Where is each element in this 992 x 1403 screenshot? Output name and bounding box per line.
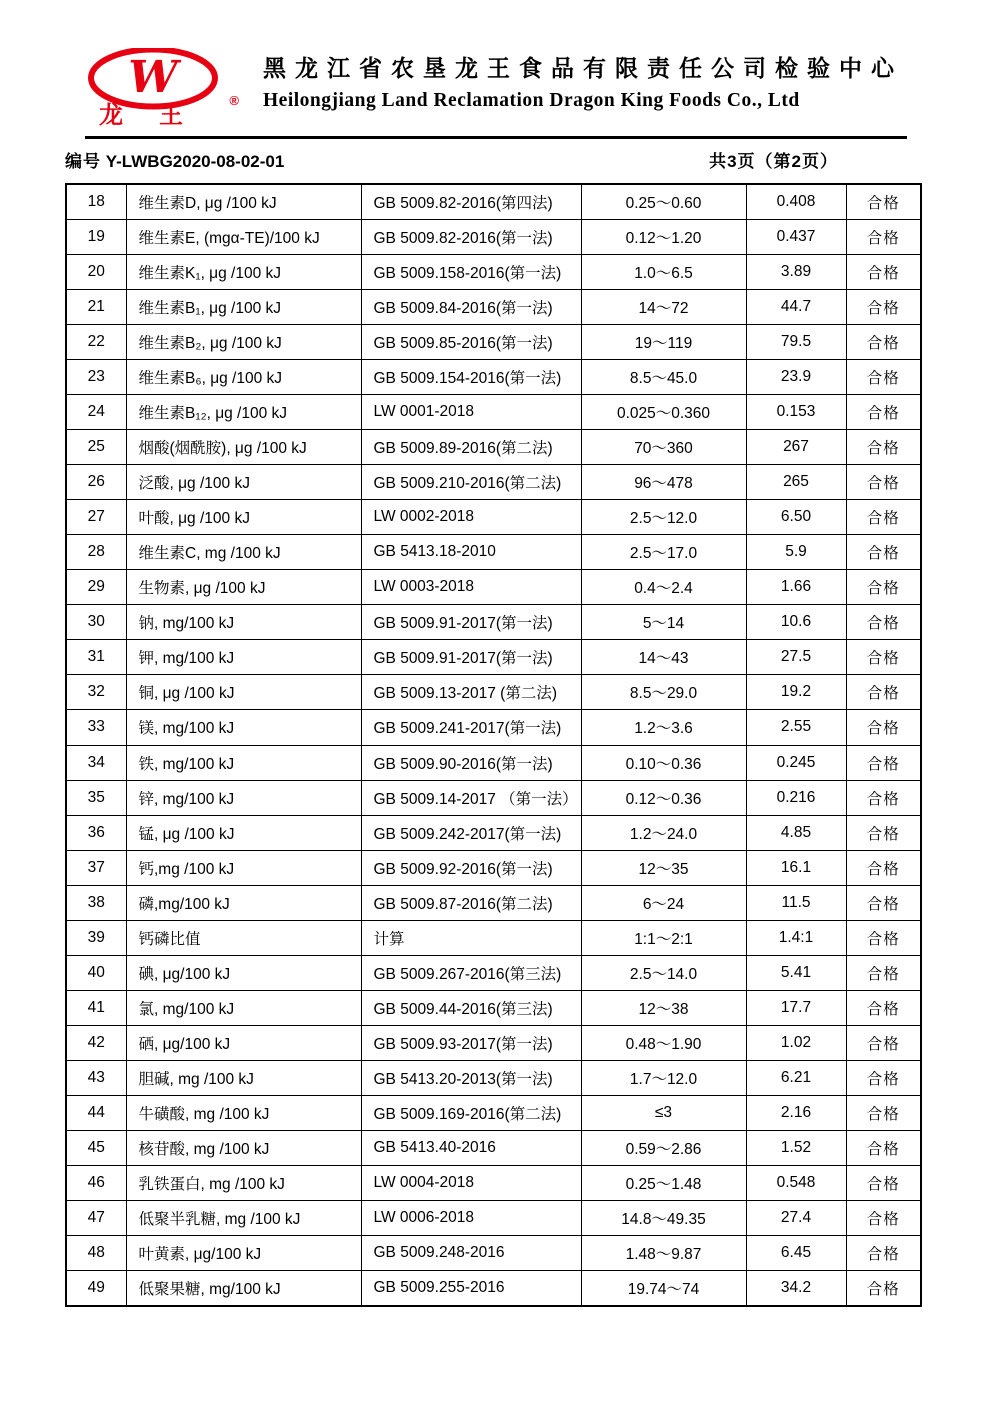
cell-range: 0.59～2.86 bbox=[581, 1131, 746, 1166]
cell-value: 0.437 bbox=[746, 219, 846, 254]
cell-value: 27.4 bbox=[746, 1201, 846, 1236]
cell-range: 19～119 bbox=[581, 324, 746, 359]
cell-range: 12～35 bbox=[581, 850, 746, 885]
cell-method: LW 0006-2018 bbox=[361, 1201, 581, 1236]
cell-value: 16.1 bbox=[746, 850, 846, 885]
cell-range: 19.74～74 bbox=[581, 1271, 746, 1306]
cell-method: GB 5009.248-2016 bbox=[361, 1236, 581, 1271]
cell-range: 1.7～12.0 bbox=[581, 1061, 746, 1096]
cell-item: 叶黄素, μg/100 kJ bbox=[126, 1236, 361, 1271]
cell-item: 维生素K₁, μg /100 kJ bbox=[126, 254, 361, 289]
cell-range: 0.25～0.60 bbox=[581, 184, 746, 219]
cell-result: 合格 bbox=[846, 1271, 921, 1306]
cell-result: 合格 bbox=[846, 359, 921, 394]
cell-method: LW 0003-2018 bbox=[361, 570, 581, 605]
cell-result: 合格 bbox=[846, 184, 921, 219]
cell-no: 40 bbox=[66, 955, 126, 990]
table-row bbox=[66, 815, 921, 850]
cell-method: 计算 bbox=[361, 920, 581, 955]
cell-item: 磷,mg/100 kJ bbox=[126, 885, 361, 920]
cell-item: 锌, mg/100 kJ bbox=[126, 780, 361, 815]
cell-result: 合格 bbox=[846, 465, 921, 500]
table-row bbox=[66, 710, 921, 745]
cell-result: 合格 bbox=[846, 710, 921, 745]
cell-item: 硒, μg/100 kJ bbox=[126, 1026, 361, 1061]
cell-item: 钠, mg/100 kJ bbox=[126, 605, 361, 640]
cell-range: 0.25～1.48 bbox=[581, 1166, 746, 1201]
cell-range: 0.10～0.36 bbox=[581, 745, 746, 780]
table-row bbox=[66, 1271, 921, 1306]
table-row bbox=[66, 394, 921, 429]
table-row bbox=[66, 990, 921, 1025]
cell-item: 氯, mg/100 kJ bbox=[126, 990, 361, 1025]
cell-no: 48 bbox=[66, 1236, 126, 1271]
cell-value: 4.85 bbox=[746, 815, 846, 850]
cell-item: 钾, mg/100 kJ bbox=[126, 640, 361, 675]
table-row bbox=[66, 535, 921, 570]
cell-method: GB 5009.85-2016(第一法) bbox=[361, 324, 581, 359]
results-table-body bbox=[66, 184, 921, 1306]
cell-value: 0.153 bbox=[746, 394, 846, 429]
company-title-en: Heilongjiang Land Reclamation Dragon King Foods Co., Ltd bbox=[263, 90, 800, 111]
registered-mark: ® bbox=[229, 93, 239, 108]
cell-item: 维生素B₁, μg /100 kJ bbox=[126, 289, 361, 324]
cell-no: 47 bbox=[66, 1201, 126, 1236]
cell-value: 10.6 bbox=[746, 605, 846, 640]
cell-value: 5.9 bbox=[746, 535, 846, 570]
cell-range: 1:1～2:1 bbox=[581, 920, 746, 955]
table-row bbox=[66, 1096, 921, 1131]
cell-item: 低聚果糖, mg/100 kJ bbox=[126, 1271, 361, 1306]
cell-item: 维生素E, (mgα-TE)/100 kJ bbox=[126, 219, 361, 254]
cell-value: 3.89 bbox=[746, 254, 846, 289]
page-indicator: 共3页（第2页） bbox=[709, 152, 838, 171]
table-row bbox=[66, 465, 921, 500]
table-row bbox=[66, 1166, 921, 1201]
cell-no: 27 bbox=[66, 500, 126, 535]
cell-value: 6.21 bbox=[746, 1061, 846, 1096]
cell-method: GB 5009.87-2016(第二法) bbox=[361, 885, 581, 920]
cell-range: 8.5～29.0 bbox=[581, 675, 746, 710]
cell-value: 34.2 bbox=[746, 1271, 846, 1306]
cell-result: 合格 bbox=[846, 745, 921, 780]
cell-range: 1.0～6.5 bbox=[581, 254, 746, 289]
cell-no: 22 bbox=[66, 324, 126, 359]
logo-brand-text: 龙王 bbox=[99, 102, 219, 126]
cell-method: GB 5009.84-2016(第一法) bbox=[361, 289, 581, 324]
cell-no: 35 bbox=[66, 780, 126, 815]
table-row bbox=[66, 254, 921, 289]
cell-method: GB 5009.13-2017 (第二法) bbox=[361, 675, 581, 710]
cell-no: 34 bbox=[66, 745, 126, 780]
cell-method: GB 5009.91-2017(第一法) bbox=[361, 640, 581, 675]
cell-result: 合格 bbox=[846, 1026, 921, 1061]
cell-result: 合格 bbox=[846, 324, 921, 359]
cell-method: LW 0004-2018 bbox=[361, 1166, 581, 1201]
cell-range: 5～14 bbox=[581, 605, 746, 640]
cell-method: GB 5009.255-2016 bbox=[361, 1271, 581, 1306]
cell-no: 19 bbox=[66, 219, 126, 254]
cell-item: 维生素B₁₂, μg /100 kJ bbox=[126, 394, 361, 429]
cell-no: 45 bbox=[66, 1131, 126, 1166]
cell-item: 胆碱, mg /100 kJ bbox=[126, 1061, 361, 1096]
cell-result: 合格 bbox=[846, 429, 921, 464]
cell-method: GB 5009.82-2016(第四法) bbox=[361, 184, 581, 219]
cell-result: 合格 bbox=[846, 850, 921, 885]
cell-no: 38 bbox=[66, 885, 126, 920]
cell-result: 合格 bbox=[846, 920, 921, 955]
cell-value: 1.02 bbox=[746, 1026, 846, 1061]
cell-range: 1.2～3.6 bbox=[581, 710, 746, 745]
cell-no: 29 bbox=[66, 570, 126, 605]
cell-result: 合格 bbox=[846, 1166, 921, 1201]
cell-result: 合格 bbox=[846, 640, 921, 675]
table-row bbox=[66, 359, 921, 394]
cell-value: 27.5 bbox=[746, 640, 846, 675]
dragon-king-logo bbox=[85, 48, 245, 126]
cell-item: 维生素B₆, μg /100 kJ bbox=[126, 359, 361, 394]
cell-range: 0.12～1.20 bbox=[581, 219, 746, 254]
table-row bbox=[66, 955, 921, 990]
cell-value: 0.245 bbox=[746, 745, 846, 780]
cell-no: 36 bbox=[66, 815, 126, 850]
cell-range: 1.48～9.87 bbox=[581, 1236, 746, 1271]
cell-result: 合格 bbox=[846, 1096, 921, 1131]
cell-item: 低聚半乳糖, mg /100 kJ bbox=[126, 1201, 361, 1236]
table-row bbox=[66, 324, 921, 359]
cell-value: 19.2 bbox=[746, 675, 846, 710]
cell-value: 0.408 bbox=[746, 184, 846, 219]
table-row bbox=[66, 850, 921, 885]
cell-method: GB 5009.154-2016(第一法) bbox=[361, 359, 581, 394]
cell-no: 28 bbox=[66, 535, 126, 570]
cell-item: 烟酸(烟酰胺), μg /100 kJ bbox=[126, 429, 361, 464]
cell-method: GB 5413.20-2013(第一法) bbox=[361, 1061, 581, 1096]
table-row bbox=[66, 1026, 921, 1061]
cell-result: 合格 bbox=[846, 1236, 921, 1271]
cell-range: 96～478 bbox=[581, 465, 746, 500]
table-row bbox=[66, 1236, 921, 1271]
table-row bbox=[66, 780, 921, 815]
cell-range: 1.2～24.0 bbox=[581, 815, 746, 850]
table-row bbox=[66, 920, 921, 955]
cell-item: 乳铁蛋白, mg /100 kJ bbox=[126, 1166, 361, 1201]
cell-no: 46 bbox=[66, 1166, 126, 1201]
cell-value: 17.7 bbox=[746, 990, 846, 1025]
cell-item: 锰, μg /100 kJ bbox=[126, 815, 361, 850]
cell-value: 6.45 bbox=[746, 1236, 846, 1271]
cell-range: 14～43 bbox=[581, 640, 746, 675]
cell-value: 1.4:1 bbox=[746, 920, 846, 955]
cell-method: GB 5009.210-2016(第二法) bbox=[361, 465, 581, 500]
cell-range: 0.025～0.360 bbox=[581, 394, 746, 429]
table-row bbox=[66, 219, 921, 254]
company-title-cn: 黑龙江省农垦龙王食品有限责任公司检验中心 bbox=[263, 55, 903, 81]
cell-item: 泛酸, μg /100 kJ bbox=[126, 465, 361, 500]
cell-result: 合格 bbox=[846, 394, 921, 429]
cell-value: 79.5 bbox=[746, 324, 846, 359]
table-row bbox=[66, 500, 921, 535]
cell-range: 2.5～17.0 bbox=[581, 535, 746, 570]
cell-no: 24 bbox=[66, 394, 126, 429]
cell-result: 合格 bbox=[846, 1131, 921, 1166]
cell-no: 33 bbox=[66, 710, 126, 745]
cell-no: 23 bbox=[66, 359, 126, 394]
cell-result: 合格 bbox=[846, 219, 921, 254]
cell-no: 41 bbox=[66, 990, 126, 1025]
table-row bbox=[66, 1061, 921, 1096]
cell-result: 合格 bbox=[846, 990, 921, 1025]
cell-method: GB 5009.241-2017(第一法) bbox=[361, 710, 581, 745]
cell-no: 21 bbox=[66, 289, 126, 324]
cell-item: 铜, μg /100 kJ bbox=[126, 675, 361, 710]
cell-no: 26 bbox=[66, 465, 126, 500]
cell-method: LW 0002-2018 bbox=[361, 500, 581, 535]
table-row bbox=[66, 605, 921, 640]
cell-result: 合格 bbox=[846, 289, 921, 324]
cell-result: 合格 bbox=[846, 1201, 921, 1236]
cell-result: 合格 bbox=[846, 605, 921, 640]
cell-value: 0.216 bbox=[746, 780, 846, 815]
svg-text:W: W bbox=[128, 52, 178, 103]
cell-item: 叶酸, μg /100 kJ bbox=[126, 500, 361, 535]
report-header bbox=[85, 40, 907, 139]
cell-range: 14～72 bbox=[581, 289, 746, 324]
cell-result: 合格 bbox=[846, 780, 921, 815]
table-row bbox=[66, 184, 921, 219]
cell-item: 核苷酸, mg /100 kJ bbox=[126, 1131, 361, 1166]
cell-no: 37 bbox=[66, 850, 126, 885]
cell-result: 合格 bbox=[846, 885, 921, 920]
cell-no: 44 bbox=[66, 1096, 126, 1131]
cell-value: 44.7 bbox=[746, 289, 846, 324]
cell-method: LW 0001-2018 bbox=[361, 394, 581, 429]
cell-no: 25 bbox=[66, 429, 126, 464]
table-row bbox=[66, 745, 921, 780]
cell-no: 31 bbox=[66, 640, 126, 675]
cell-no: 39 bbox=[66, 920, 126, 955]
cell-value: 5.41 bbox=[746, 955, 846, 990]
cell-method: GB 5009.267-2016(第三法) bbox=[361, 955, 581, 990]
cell-result: 合格 bbox=[846, 675, 921, 710]
cell-method: GB 5009.82-2016(第一法) bbox=[361, 219, 581, 254]
cell-range: 2.5～14.0 bbox=[581, 955, 746, 990]
doc-number-value: Y-LWBG2020-08-02-01 bbox=[105, 152, 285, 171]
cell-item: 钙磷比值 bbox=[126, 920, 361, 955]
cell-method: GB 5413.18-2010 bbox=[361, 535, 581, 570]
cell-result: 合格 bbox=[846, 815, 921, 850]
table-row bbox=[66, 1201, 921, 1236]
cell-value: 11.5 bbox=[746, 885, 846, 920]
cell-no: 30 bbox=[66, 605, 126, 640]
cell-range: ≤3 bbox=[581, 1096, 746, 1131]
cell-method: GB 5009.44-2016(第三法) bbox=[361, 990, 581, 1025]
cell-range: 70～360 bbox=[581, 429, 746, 464]
cell-item: 生物素, μg /100 kJ bbox=[126, 570, 361, 605]
cell-method: GB 5009.93-2017(第一法) bbox=[361, 1026, 581, 1061]
results-table bbox=[65, 183, 922, 1307]
meta-row bbox=[65, 147, 838, 172]
company-titles bbox=[263, 40, 903, 112]
cell-range: 6～24 bbox=[581, 885, 746, 920]
cell-item: 钙,mg /100 kJ bbox=[126, 850, 361, 885]
cell-result: 合格 bbox=[846, 254, 921, 289]
cell-result: 合格 bbox=[846, 955, 921, 990]
cell-value: 2.16 bbox=[746, 1096, 846, 1131]
cell-method: GB 5009.242-2017(第一法) bbox=[361, 815, 581, 850]
cell-value: 0.548 bbox=[746, 1166, 846, 1201]
cell-result: 合格 bbox=[846, 535, 921, 570]
cell-item: 维生素D, μg /100 kJ bbox=[126, 184, 361, 219]
cell-value: 265 bbox=[746, 465, 846, 500]
table-row bbox=[66, 640, 921, 675]
table-row bbox=[66, 885, 921, 920]
cell-no: 18 bbox=[66, 184, 126, 219]
cell-method: GB 5009.14-2017 （第一法） bbox=[361, 780, 581, 815]
cell-no: 42 bbox=[66, 1026, 126, 1061]
cell-range: 0.48～1.90 bbox=[581, 1026, 746, 1061]
table-row bbox=[66, 570, 921, 605]
cell-result: 合格 bbox=[846, 570, 921, 605]
cell-item: 维生素B₂, μg /100 kJ bbox=[126, 324, 361, 359]
cell-value: 6.50 bbox=[746, 500, 846, 535]
table-row bbox=[66, 675, 921, 710]
table-row bbox=[66, 289, 921, 324]
cell-value: 2.55 bbox=[746, 710, 846, 745]
cell-no: 43 bbox=[66, 1061, 126, 1096]
cell-range: 0.4～2.4 bbox=[581, 570, 746, 605]
cell-item: 维生素C, mg /100 kJ bbox=[126, 535, 361, 570]
cell-range: 12～38 bbox=[581, 990, 746, 1025]
cell-result: 合格 bbox=[846, 500, 921, 535]
logo-icon bbox=[85, 48, 245, 126]
cell-method: GB 5009.169-2016(第二法) bbox=[361, 1096, 581, 1131]
cell-method: GB 5009.90-2016(第一法) bbox=[361, 745, 581, 780]
cell-range: 14.8～49.35 bbox=[581, 1201, 746, 1236]
table-row bbox=[66, 429, 921, 464]
cell-no: 49 bbox=[66, 1271, 126, 1306]
cell-range: 8.5～45.0 bbox=[581, 359, 746, 394]
cell-method: GB 5009.158-2016(第一法) bbox=[361, 254, 581, 289]
cell-value: 23.9 bbox=[746, 359, 846, 394]
cell-item: 镁, mg/100 kJ bbox=[126, 710, 361, 745]
doc-number bbox=[65, 147, 284, 172]
cell-item: 牛磺酸, mg /100 kJ bbox=[126, 1096, 361, 1131]
doc-number-label: 编号 bbox=[65, 152, 101, 171]
table-row bbox=[66, 1131, 921, 1166]
cell-value: 267 bbox=[746, 429, 846, 464]
cell-value: 1.66 bbox=[746, 570, 846, 605]
cell-method: GB 5009.92-2016(第一法) bbox=[361, 850, 581, 885]
cell-method: GB 5009.89-2016(第二法) bbox=[361, 429, 581, 464]
cell-no: 20 bbox=[66, 254, 126, 289]
cell-method: GB 5413.40-2016 bbox=[361, 1131, 581, 1166]
cell-range: 2.5～12.0 bbox=[581, 500, 746, 535]
cell-range: 0.12～0.36 bbox=[581, 780, 746, 815]
cell-method: GB 5009.91-2017(第一法) bbox=[361, 605, 581, 640]
cell-item: 碘, μg/100 kJ bbox=[126, 955, 361, 990]
cell-value: 1.52 bbox=[746, 1131, 846, 1166]
cell-item: 铁, mg/100 kJ bbox=[126, 745, 361, 780]
cell-result: 合格 bbox=[846, 1061, 921, 1096]
cell-no: 32 bbox=[66, 675, 126, 710]
